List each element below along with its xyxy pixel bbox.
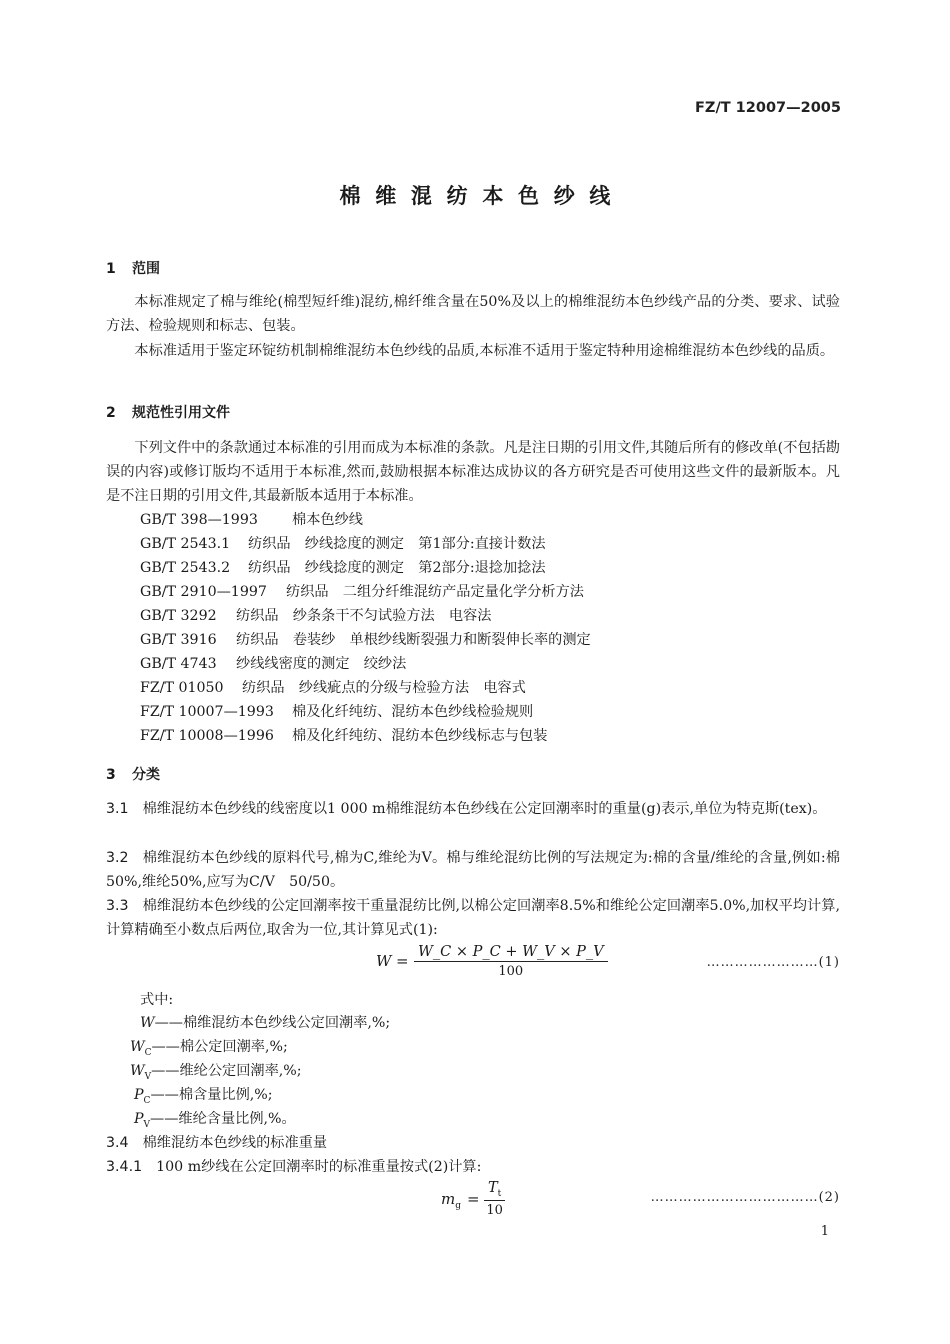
symbol-subscript: C (143, 1095, 151, 1106)
symbol-subscript: C (144, 1047, 152, 1058)
formula-numerator-subscript: t (497, 1188, 502, 1199)
reference-title: 棉本色纱线 (292, 512, 363, 528)
reference-title: 纱线线密度的测定 绞纱法 (236, 656, 407, 672)
definition-text: ——维纶含量比例,%。 (150, 1111, 296, 1127)
formula-denominator: 100 (498, 964, 524, 979)
clause-number: 3.3 (106, 898, 129, 914)
page-number: 1 (820, 1224, 829, 1239)
formula-lhs: W (376, 952, 392, 970)
clause-number: 3.1 (106, 801, 129, 817)
reference-title: 纺织品 纱线捻度的测定 第2部分:退捻加捻法 (248, 560, 546, 576)
reference-item (140, 604, 491, 628)
reference-item (140, 676, 526, 700)
formula-number: ……………………(1) (706, 955, 840, 970)
definition-text: ——棉含量比例,%; (150, 1087, 273, 1103)
section-1-paragraph-2: 本标准适用于鉴定环锭纺机制棉维混纺本色纱线的品质,本标准不适用于鉴定特种用途棉维混纺本色纱线的品质。 (134, 343, 835, 359)
where-label: 式中: (140, 992, 174, 1008)
formula-equals: = (467, 1190, 480, 1208)
reference-title: 纺织品 纱条条干不匀试验方法 电容法 (236, 608, 492, 624)
document-code: FZ/T 12007—2005 (695, 100, 841, 116)
section-title: 范围 (132, 261, 160, 277)
symbol-definition (140, 1011, 390, 1035)
section-2-intro: 下列文件中的条款通过本标准的引用而成为本标准的条款。凡是注日期的引用文件,其随后所有的修改单(不包括勘误的内容)或修订版均不适用于本标准,然而,鼓励根据本标准达成协议的各方研究是否可使用这些文件的最新版本。凡是不注日期的引用文件,其最新版本适用于本标准。 (106, 440, 840, 504)
formula-fraction (484, 1180, 505, 1218)
definition-text: ——棉维混纺本色纱线公定回潮率,%; (154, 1015, 391, 1031)
symbol: P (134, 1111, 144, 1127)
formula-number: ………………………………(2) (650, 1190, 840, 1205)
reference-code: GB/T 2910—1997 (140, 584, 267, 600)
section-title: 分类 (132, 767, 160, 783)
reference-item (140, 628, 591, 652)
reference-item (140, 580, 584, 604)
reference-code: GB/T 4743 (140, 656, 217, 672)
symbol: W (140, 1015, 155, 1031)
section-2-heading (106, 402, 230, 422)
reference-title: 纺织品 纱线疵点的分级与检验方法 电容式 (242, 680, 526, 696)
reference-code: FZ/T 10008—1996 (140, 728, 274, 744)
reference-title: 纺织品 二组分纤维混纺产品定量化学分析方法 (286, 584, 584, 600)
clause-number: 3.2 (106, 850, 129, 866)
definition-text: ——维纶公定回潮率,%; (151, 1063, 302, 1079)
clause-number: 3.4 (106, 1135, 129, 1151)
clause-text: 棉维混纺本色纱线的原料代号,棉为C,维纶为V。棉与维纶混纺比例的写法规定为:棉的含量/维纶的含量,例如:棉50%,维纶50%,应写为C/V 50/50。 (106, 850, 840, 890)
reference-code: GB/T 3292 (140, 608, 217, 624)
formula-fraction (414, 944, 608, 979)
formula-equals: = (396, 952, 409, 970)
definition-text: ——棉公定回潮率,%; (151, 1039, 288, 1055)
symbol: W (130, 1039, 145, 1055)
reference-item (140, 724, 547, 748)
reference-code: GB/T 2543.1 (140, 536, 231, 552)
reference-title: 纺织品 纱线捻度的测定 第1部分:直接计数法 (248, 536, 546, 552)
clause-text: 棉维混纺本色纱线的公定回潮率按干重量混纺比例,以棉公定回潮率8.5%和维纶公定回潮率5.0%,加权平均计算,计算精确至小数点后两位,取舍为一位,其计算见式(1): (106, 898, 840, 938)
clause-3-4-1 (106, 1155, 840, 1179)
section-3-heading (106, 764, 160, 784)
formula-2 (0, 1180, 950, 1220)
section-number: 1 (106, 261, 116, 277)
formula-numerator-symbol: T (488, 1180, 498, 1196)
symbol: P (134, 1087, 144, 1103)
reference-item (140, 700, 533, 724)
clause-text: 棉维混纺本色纱线的标准重量 (142, 1135, 328, 1151)
clause-3-4 (106, 1131, 840, 1155)
reference-code: GB/T 3916 (140, 632, 217, 648)
reference-code: FZ/T 10007—1993 (140, 704, 274, 720)
reference-code: FZ/T 01050 (140, 680, 224, 696)
formula-1 (0, 942, 950, 982)
section-1-paragraph-1: 本标准规定了棉与维纶(棉型短纤维)混纺,棉纤维含量在50%及以上的棉维混纺本色纱线产品的分类、要求、试验方法、检验规则和标志、包装。 (106, 294, 840, 334)
symbol: W (130, 1063, 145, 1079)
formula-numerator (484, 1180, 505, 1201)
formula-lhs-symbol: m (441, 1190, 456, 1208)
symbol-subscript: V (144, 1071, 152, 1082)
section-number: 3 (106, 767, 116, 783)
formula-lhs-subscript: g (455, 1201, 461, 1211)
reference-item (140, 532, 546, 556)
clause-3-2 (106, 846, 840, 894)
clause-number: 3.4.1 (106, 1159, 143, 1175)
clause-3-1 (106, 797, 840, 821)
formula-denominator: 10 (486, 1202, 503, 1218)
reference-title: 棉及化纤纯纺、混纺本色纱线标志与包装 (292, 728, 548, 744)
reference-item (140, 652, 406, 676)
reference-code: GB/T 398—1993 (140, 512, 258, 528)
clause-text: 棉维混纺本色纱线的线密度以1 000 m棉维混纺本色纱线在公定回潮率时的重量(g)表示,单位为特克斯(tex)。 (142, 801, 827, 817)
section-number: 2 (106, 405, 116, 421)
symbol-subscript: V (143, 1119, 151, 1130)
document-title: 棉维混纺本色纱线 (339, 184, 626, 208)
clause-3-3 (106, 894, 840, 942)
formula-lhs (441, 1190, 461, 1211)
formula-numerator: W_C × P_C + W_V × P_V (414, 944, 608, 962)
reference-title: 棉及化纤纯纺、混纺本色纱线检验规则 (292, 704, 534, 720)
reference-code: GB/T 2543.2 (140, 560, 231, 576)
reference-item (140, 508, 363, 532)
reference-item (140, 556, 546, 580)
section-1-heading (106, 258, 160, 278)
section-title: 规范性引用文件 (132, 405, 230, 421)
clause-text: 100 m纱线在公定回潮率时的标准重量按式(2)计算: (156, 1159, 482, 1175)
reference-title: 纺织品 卷装纱 单根纱线断裂强力和断裂伸长率的测定 (236, 632, 591, 648)
